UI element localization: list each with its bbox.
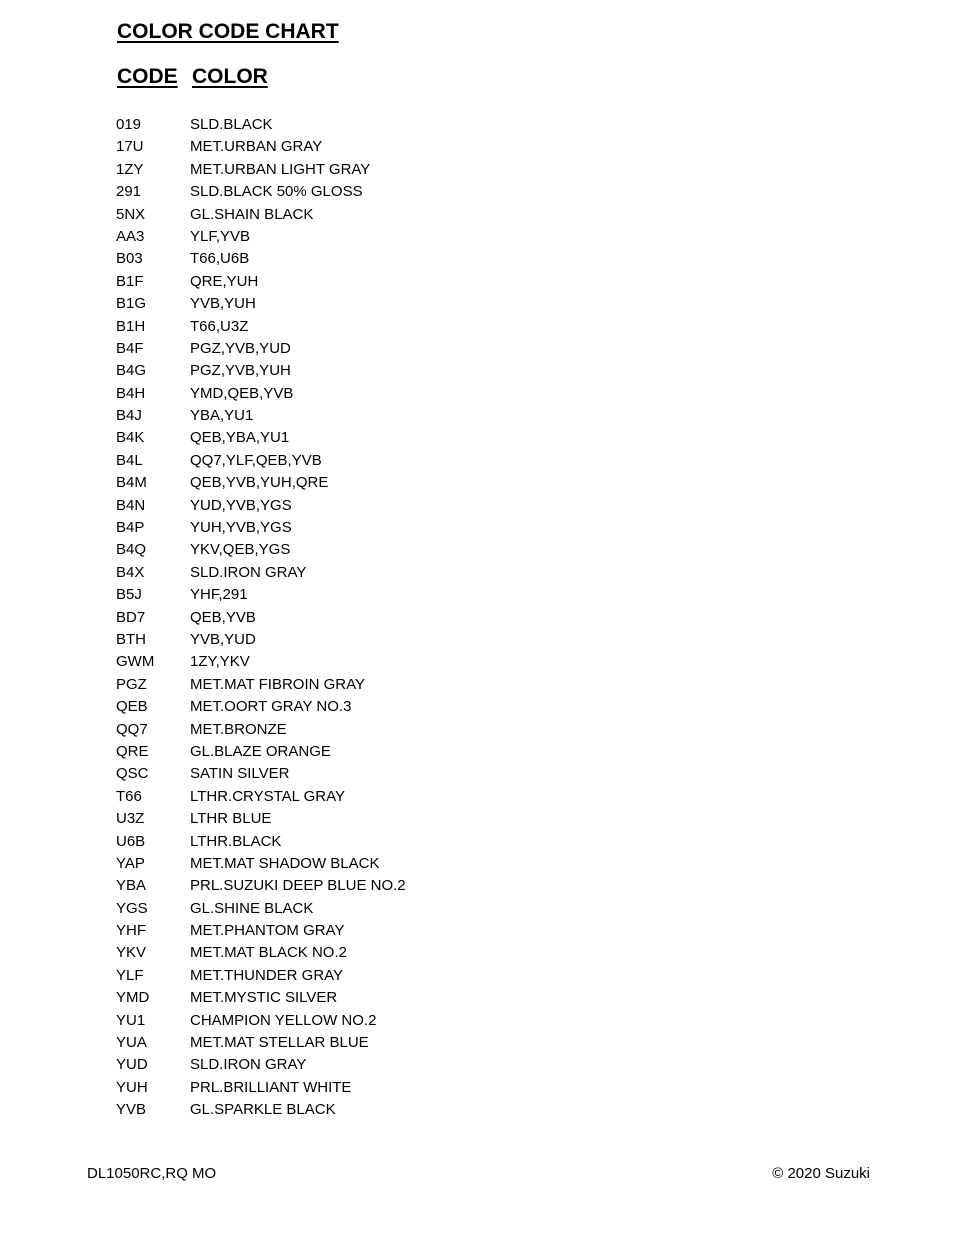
color-name: YKV,QEB,YGS xyxy=(190,541,291,559)
color-code: YUH xyxy=(116,1078,148,1096)
color-name: SATIN SILVER xyxy=(190,765,290,783)
table-row xyxy=(116,450,536,472)
color-code: BTH xyxy=(116,630,146,648)
color-name: MET.PHANTOM GRAY xyxy=(190,922,345,940)
column-headers xyxy=(117,65,417,93)
color-name: PRL.BRILLIANT WHITE xyxy=(190,1078,352,1096)
color-name: GL.SHINE BLACK xyxy=(190,899,314,917)
table-row xyxy=(116,316,536,338)
table-row xyxy=(116,1077,536,1099)
color-code: B4F xyxy=(116,339,144,357)
color-code: QRE xyxy=(116,742,149,760)
color-name: MET.MAT BLACK NO.2 xyxy=(190,944,347,962)
table-row xyxy=(116,1099,536,1121)
color-code: YHF xyxy=(116,922,146,940)
color-name: CHAMPION YELLOW NO.2 xyxy=(190,1011,377,1029)
color-code: B4H xyxy=(116,384,146,402)
table-row xyxy=(116,539,536,561)
color-code: B1H xyxy=(116,317,146,335)
color-code: YGS xyxy=(116,899,148,917)
color-name: QEB,YVB xyxy=(190,608,256,626)
color-name: PGZ,YVB,YUH xyxy=(190,362,291,380)
color-code: B4G xyxy=(116,362,147,380)
color-name: LTHR BLUE xyxy=(190,810,272,828)
table-row xyxy=(116,763,536,785)
color-name: YUD,YVB,YGS xyxy=(190,496,292,514)
table-row xyxy=(116,674,536,696)
color-code: YU1 xyxy=(116,1011,146,1029)
table-row xyxy=(116,427,536,449)
color-code: B4L xyxy=(116,451,143,469)
color-code: B4P xyxy=(116,519,145,537)
color-name: QEB,YVB,YUH,QRE xyxy=(190,474,329,492)
color-code: YUD xyxy=(116,1056,148,1074)
table-row xyxy=(116,562,536,584)
color-code: QQ7 xyxy=(116,720,148,738)
color-name: LTHR.CRYSTAL GRAY xyxy=(190,787,346,805)
color-code: 291 xyxy=(116,183,142,201)
table-row xyxy=(116,360,536,382)
table-row xyxy=(116,136,536,158)
color-name: YVB,YUH xyxy=(190,295,256,313)
color-name: LTHR.BLACK xyxy=(190,832,282,850)
color-code: AA3 xyxy=(116,227,145,245)
table-row xyxy=(116,629,536,651)
color-name: MET.MAT SHADOW BLACK xyxy=(190,854,380,872)
color-name: GL.SPARKLE BLACK xyxy=(190,1101,336,1119)
table-row xyxy=(116,853,536,875)
color-name: PGZ,YVB,YUD xyxy=(190,339,291,357)
color-name: YVB,YUD xyxy=(190,630,256,648)
table-row xyxy=(116,875,536,897)
color-name: MET.OORT GRAY NO.3 xyxy=(190,698,352,716)
color-code: 1ZY xyxy=(116,160,144,178)
color-code: YLF xyxy=(116,966,144,984)
color-name: QQ7,YLF,QEB,YVB xyxy=(190,451,322,469)
table-row xyxy=(116,831,536,853)
color-code: B03 xyxy=(116,250,143,268)
table-row xyxy=(116,1032,536,1054)
color-name: MET.MAT FIBROIN GRAY xyxy=(190,675,366,693)
column-header-color: COLOR xyxy=(192,65,268,88)
color-code: B4J xyxy=(116,407,142,425)
color-name: PRL.SUZUKI DEEP BLUE NO.2 xyxy=(190,877,406,895)
table-row xyxy=(116,181,536,203)
color-name: GL.BLAZE ORANGE xyxy=(190,742,331,760)
table-row xyxy=(116,248,536,270)
color-code: PGZ xyxy=(116,675,147,693)
color-code: QEB xyxy=(116,698,148,716)
table-row xyxy=(116,651,536,673)
color-name: YUH,YVB,YGS xyxy=(190,519,292,537)
color-name: QRE,YUH xyxy=(190,272,259,290)
color-name: YBA,YU1 xyxy=(190,407,254,425)
table-row xyxy=(116,405,536,427)
table-row xyxy=(116,517,536,539)
color-name: MET.URBAN LIGHT GRAY xyxy=(190,160,371,178)
table-row xyxy=(116,1054,536,1076)
color-code: T66 xyxy=(116,787,142,805)
table-row xyxy=(116,607,536,629)
color-code: B1F xyxy=(116,272,144,290)
color-code: YKV xyxy=(116,944,147,962)
color-name: MET.URBAN GRAY xyxy=(190,138,323,156)
color-code: B4X xyxy=(116,563,145,581)
page-title: COLOR CODE CHART xyxy=(117,20,339,43)
color-code: YBA xyxy=(116,877,147,895)
color-code: B4Q xyxy=(116,541,147,559)
table-row xyxy=(116,226,536,248)
color-code: 019 xyxy=(116,116,142,133)
table-row xyxy=(116,584,536,606)
table-row xyxy=(116,338,536,360)
color-code: U3Z xyxy=(116,810,145,828)
color-name: 1ZY,YKV xyxy=(190,653,250,671)
table-row xyxy=(116,696,536,718)
color-name: T66,U6B xyxy=(190,250,250,268)
color-code: 5NX xyxy=(116,205,146,223)
color-code: BD7 xyxy=(116,608,146,626)
color-code: QSC xyxy=(116,765,149,783)
table-row xyxy=(116,987,536,1009)
color-code: B5J xyxy=(116,586,142,604)
color-code: YVB xyxy=(116,1101,147,1119)
color-name: YMD,QEB,YVB xyxy=(190,384,294,402)
color-name: GL.SHAIN BLACK xyxy=(190,205,314,223)
color-name: QEB,YBA,YU1 xyxy=(190,429,290,447)
color-code: 17U xyxy=(116,138,144,156)
color-code: B4M xyxy=(116,474,147,492)
color-name: MET.THUNDER GRAY xyxy=(190,966,344,984)
color-code: YUA xyxy=(116,1034,147,1052)
table-row xyxy=(116,293,536,315)
table-row xyxy=(116,719,536,741)
color-code: YAP xyxy=(116,854,145,872)
table-row xyxy=(116,495,536,517)
table-row xyxy=(116,741,536,763)
color-code: B1G xyxy=(116,295,147,313)
color-code: U6B xyxy=(116,832,146,850)
table-row xyxy=(116,786,536,808)
table-row xyxy=(116,204,536,226)
color-name: YLF,YVB xyxy=(190,227,251,245)
table-row xyxy=(116,920,536,942)
color-name: MET.MYSTIC SILVER xyxy=(190,989,338,1007)
table-row xyxy=(116,159,536,181)
color-name: SLD.BLACK xyxy=(190,116,273,133)
footer-copyright: © 2020 Suzuki xyxy=(772,1165,870,1182)
column-header-code: CODE xyxy=(117,65,178,88)
table-row xyxy=(116,472,536,494)
color-code: B4N xyxy=(116,496,146,514)
color-name: MET.MAT STELLAR BLUE xyxy=(190,1034,369,1052)
table-row xyxy=(116,808,536,830)
footer-model: DL1050RC,RQ MO xyxy=(87,1165,217,1182)
color-name: T66,U3Z xyxy=(190,317,249,335)
table-row xyxy=(116,271,536,293)
table-row xyxy=(116,942,536,964)
table-row xyxy=(116,898,536,920)
table-row xyxy=(116,965,536,987)
table-row xyxy=(116,1010,536,1032)
color-name: YHF,291 xyxy=(190,586,248,604)
table-row xyxy=(116,383,536,405)
color-name: SLD.IRON GRAY xyxy=(190,1056,307,1074)
color-code-list xyxy=(116,114,536,1122)
color-name: SLD.BLACK 50% GLOSS xyxy=(190,183,363,201)
table-row xyxy=(116,114,536,136)
color-name: MET.BRONZE xyxy=(190,720,287,738)
color-code: B4K xyxy=(116,429,145,447)
color-name: SLD.IRON GRAY xyxy=(190,563,307,581)
color-code: YMD xyxy=(116,989,150,1007)
color-code: GWM xyxy=(116,653,155,671)
